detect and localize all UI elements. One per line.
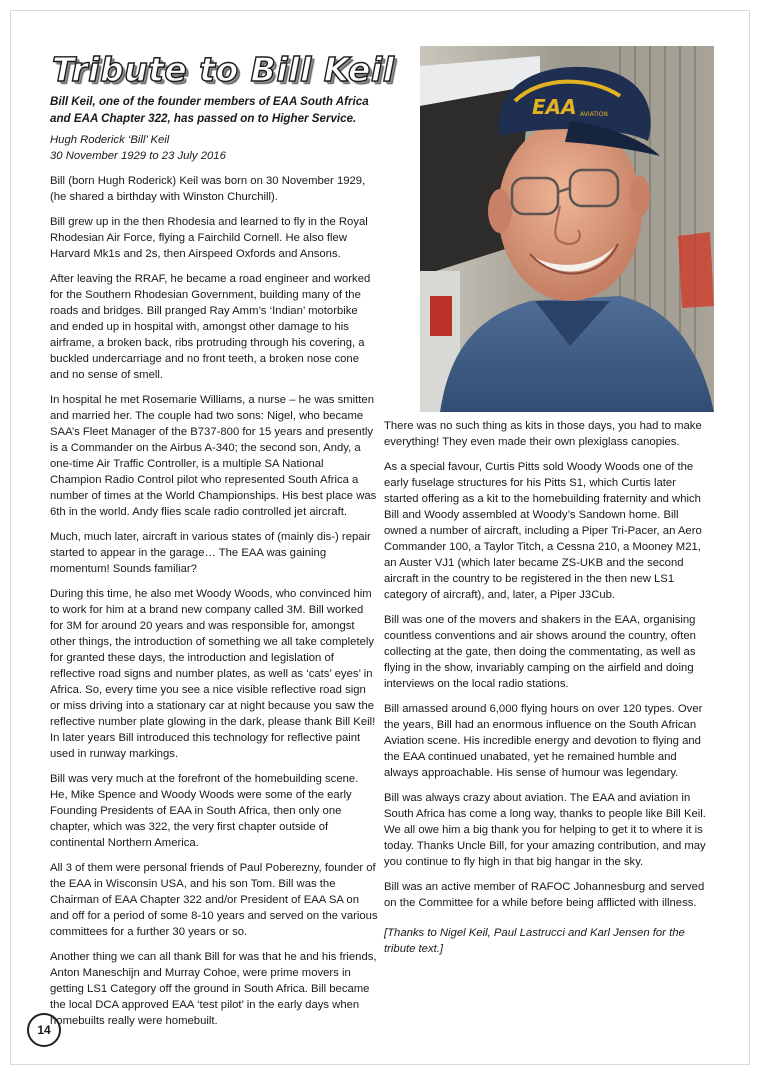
full-name: Hugh Roderick ‘Bill’ Keil bbox=[50, 134, 170, 146]
portrait-illustration bbox=[420, 46, 714, 412]
body-paragraph: Bill was an active member of RAFOC Johannesburg and served on the Committee for a while before being afflicted with illness. bbox=[384, 881, 705, 909]
body-paragraph: As a special favour, Curtis Pitts sold Woody Woods one of the early fuselage structures for his Pitts S1, which Curtis later started offering as a kit to the homebuilding fraternity and which Bill and Woody assembled at Woody’s Sandown home. Bill owned a number of aircraft, including a Piper Tri-Pacer, an Aero Commander 100, a Taylor Titch, a Cessna 210, a Mooney M21, an Auster VJ1 (which later became ZS-UKB and the second aircraft in the country to be registered in the then new LS1 category of aircraft), and, later, a Piper J3Cub. bbox=[384, 461, 702, 601]
body-paragraph: Bill was always crazy about aviation. The EAA and aviation in South Africa has come a long way, thanks to people like Bill Keil. We all owe him a big thank you for helping to get it to where it is today. Thanks Uncle Bill, for your amazing contribution, and may you continue to fly high in that big hangar in the sky. bbox=[384, 792, 706, 868]
body-paragraph: All 3 of them were personal friends of Paul Poberezny, founder of the EAA in Wisconsin USA, and his son Tom. Bill was the Chairman of EAA Chapter 322 and/or President of EAA SA on and off for a period of some 8-10 years and served on the various committees for a further 30 years or so. bbox=[50, 862, 378, 938]
cap-logo-text: EAA bbox=[532, 95, 577, 119]
left-column bbox=[50, 93, 378, 1038]
body-paragraph: There was no such thing as kits in those days, you had to make everything! They even made their own plexiglass canopies. bbox=[384, 420, 702, 448]
body-paragraph: Bill grew up in the then Rhodesia and learned to fly in the Royal Rhodesian Air Force, flying a Fairchild Cornell. He also flew Harvard Mk1s and 2s, then Airspeed Oxfords and Ansons. bbox=[50, 216, 368, 260]
body-paragraph: After leaving the RRAF, he became a road engineer and worked for the Southern Rhodesian Government, building many of the roads and bridges. Bill pranged Ray Amm’s ‘Indian’ motorbike and ended up in hospital with, amongst other damage to his airframe, a broken back, ribs protruding through his covering, a buckled undercarriage and no front teeth, a broken nose cone and no sense of smell. bbox=[50, 273, 371, 381]
body-paragraph: Bill (born Hugh Roderick) Keil was born on 30 November 1929, (he shared a birthday with Winston Churchill). bbox=[50, 175, 366, 203]
name-dates bbox=[50, 132, 378, 164]
page-number: 14 bbox=[27, 1013, 61, 1047]
body-paragraph: Bill was one of the movers and shakers in the EAA, organising countless conventions and air shows around the country, often collecting at the gate, then doing the commentating, as well as flying in the show, invariably camping on the airfield and doing interviews on the local radio stations. bbox=[384, 614, 696, 690]
body-paragraph: In hospital he met Rosemarie Williams, a nurse – he was smitten and married her. The couple had two sons: Nigel, who became SAA’s Fleet Manager of the B737-800 for 15 years and presently is a Commander on the Airbus A-340; the second son, Andy, a one-time Air Traffic Controller, is a multiple SA National Champion Radio Control pilot who represented South Africa a number of times at the World Championships. His best place was 6th in the world. Andy flies scale radio controlled jet aircraft. bbox=[50, 394, 377, 518]
body-paragraph: Bill was very much at the forefront of the homebuilding scene. He, Mike Spence and Woody Woods were some of the early Founding Presidents of EAA in South Africa, then only one chapter, which was 322, the very first chapter outside of continental Northern America. bbox=[50, 773, 359, 849]
cap-logo-small-text: AVIATION bbox=[580, 111, 608, 118]
body-paragraph: During this time, he also met Woody Woods, who convinced him to work for him at a brand new company called 3M. Bill worked for 3M for around 20 years and was responsible for, amongst other things, the introduction of something we all take completely for granted these days, the introduction and legislation of reflective road signs and number plates, as well as ‘cats’ eyes’ in Africa. So, every time you see a nice visible reflective road sign or miss driving into a stationary car at night because you saw the reflective number plate glowing in the dark, please thank Bill Keil! In later years Bill introduced this technology for reflective paint used in runway markings. bbox=[50, 588, 376, 760]
right-column bbox=[384, 418, 712, 966]
life-dates: 30 November 1929 to 23 July 2016 bbox=[50, 150, 226, 162]
body-paragraph: Bill amassed around 6,000 flying hours on over 120 types. Over the years, Bill had an enormous influence on the South African Aviation scene. His incredible energy and devotion to flying and the EAA continued unabated, yet he remained humble and always approachable. His sense of humour was legendary. bbox=[384, 703, 703, 779]
body-paragraph: Much, much later, aircraft in various states of (mainly dis-) repair started to appear in the garage… The EAA was gaining momentum! Sounds familiar? bbox=[50, 531, 371, 575]
article-title: Tribute to Bill Keil bbox=[52, 50, 395, 89]
credits-note: [Thanks to Nigel Keil, Paul Lastrucci and Karl Jensen for the tribute text.] bbox=[384, 927, 685, 955]
lead-paragraph: Bill Keil, one of the founder members of EAA South Africa and EAA Chapter 322, has passed on to Higher Service. bbox=[50, 95, 369, 125]
portrait-photo bbox=[420, 46, 714, 412]
body-paragraph: Another thing we can all thank Bill for was that he and his friends, Anton Maneschijn and Murray Cohoe, were prime movers in getting LS1 Category off the ground in South Africa. Bill became the local DCA approved EAA ‘test pilot’ in the early days when homebuilts really were homebuilt. bbox=[50, 951, 377, 1027]
